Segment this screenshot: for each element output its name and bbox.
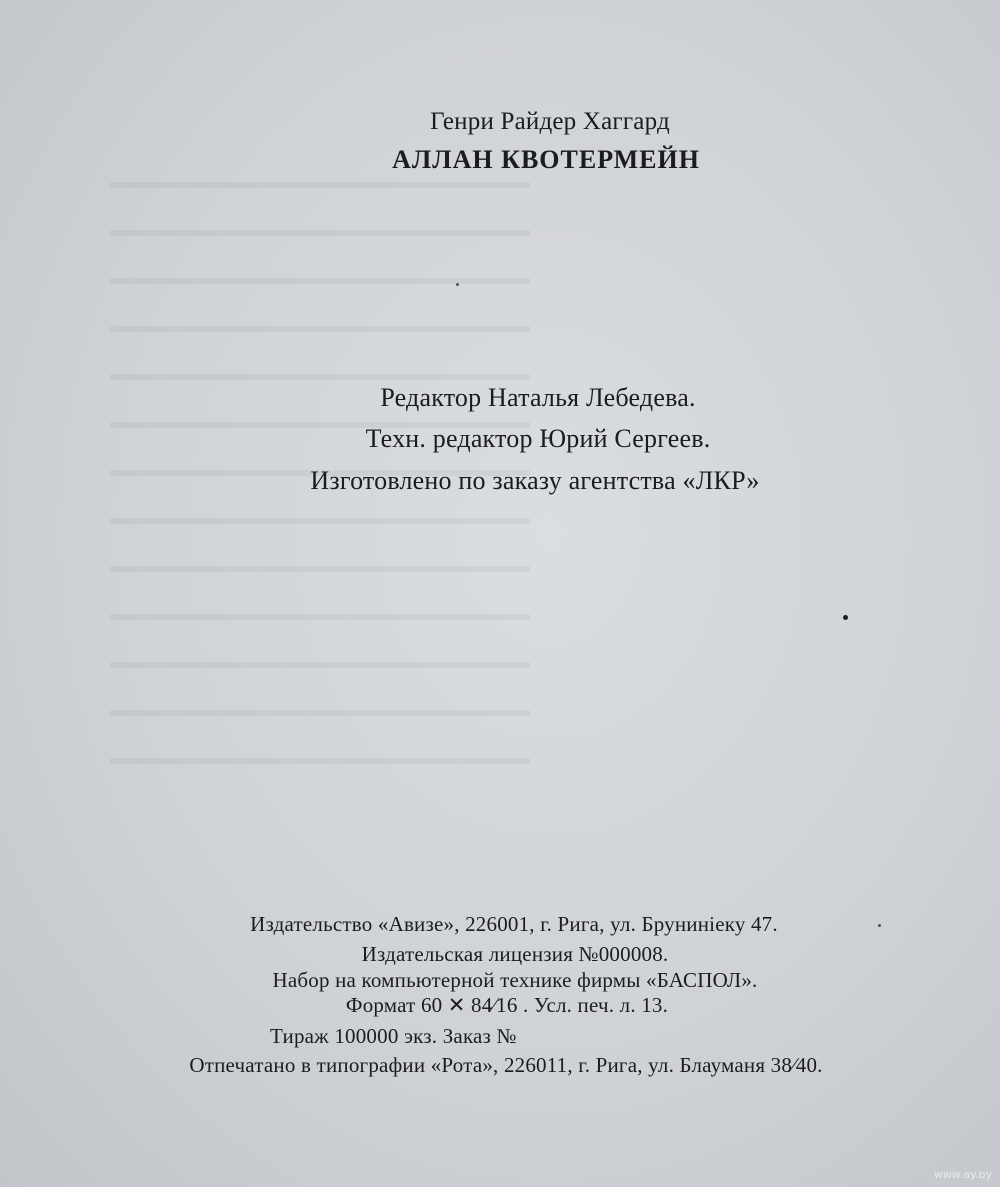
print-run-line: Тираж 100000 экз. Заказ № bbox=[270, 1024, 517, 1048]
site-watermark: www.ay.by bbox=[933, 1168, 992, 1181]
show-through-text bbox=[110, 150, 530, 770]
book-author: Генри Райдер Хаггард bbox=[430, 108, 670, 135]
ink-speck bbox=[843, 615, 848, 620]
editor-credit: Редактор Наталья Лебедева. bbox=[380, 383, 696, 412]
tech-editor-credit: Техн. редактор Юрий Сергеев. bbox=[365, 424, 711, 453]
publisher-line: Издательство «Авизе», 226001, г. Рига, ул. Брунинieку 47. bbox=[250, 912, 778, 936]
book-title: АЛЛАН КВОТЕРМЕЙН bbox=[392, 145, 700, 174]
ink-speck bbox=[456, 283, 459, 286]
printed-by-line: Отпечатано в типографии «Рота», 226011, г. Рига, ул. Блауманя 38⁄40. bbox=[189, 1053, 823, 1077]
typesetting-line: Набор на компьютерной технике фирмы «БАСПОЛ». bbox=[272, 968, 758, 992]
format-line: Формат 60 ✕ 84⁄16 . Усл. печ. л. 13. bbox=[345, 993, 669, 1017]
order-credit: Изготовлено по заказу агентства «ЛКР» bbox=[310, 466, 760, 495]
license-line: Издательская лицензия №000008. bbox=[361, 942, 669, 966]
